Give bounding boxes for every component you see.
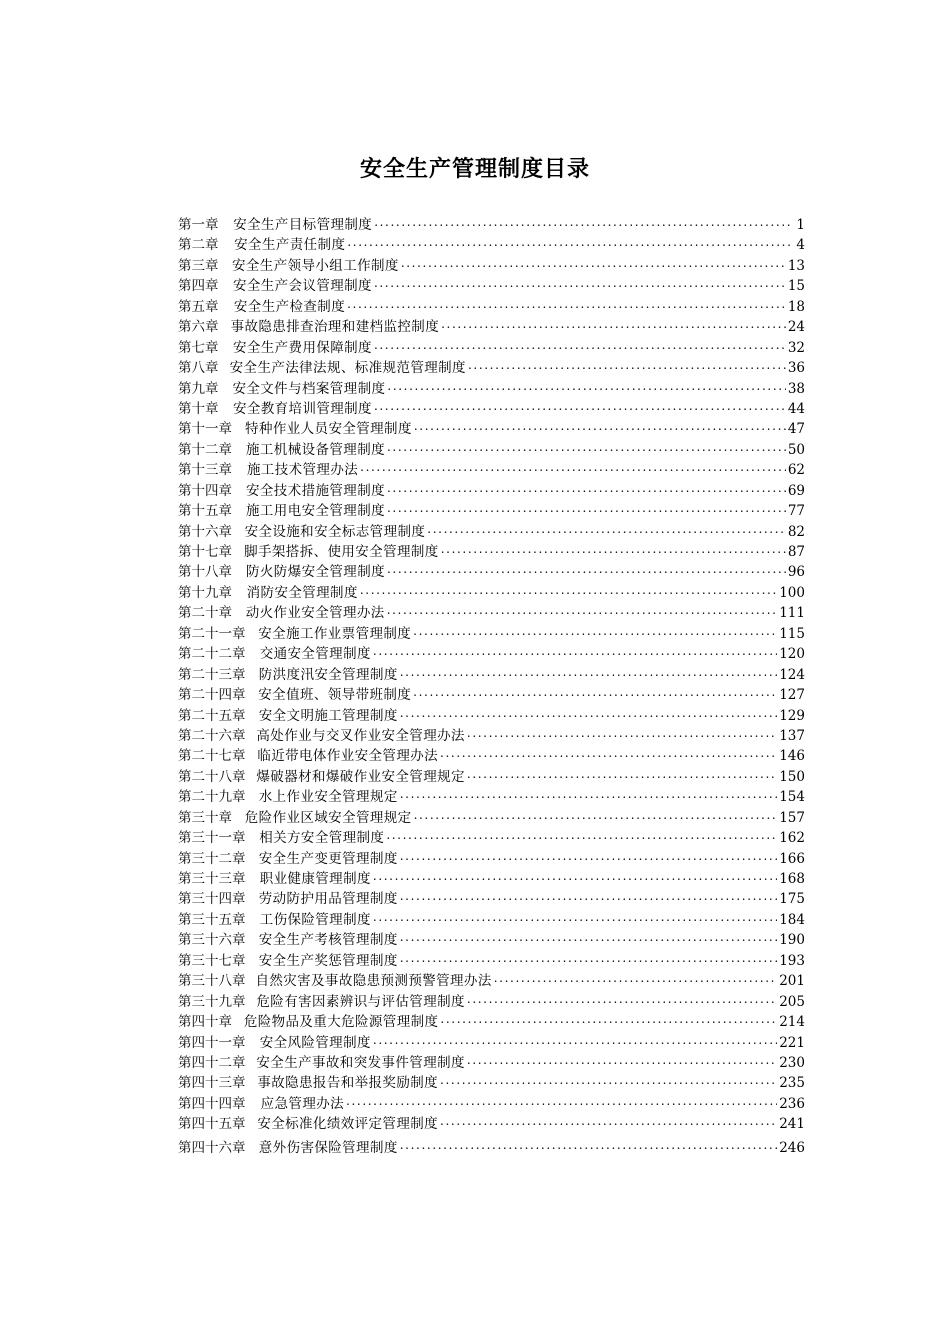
toc-dot-leader <box>414 805 778 819</box>
toc-chapter-number: 第八章 <box>178 360 219 377</box>
toc-chapter-title: 施工用电安全管理制度 <box>246 503 385 520</box>
toc-chapter-title: 安全文件与档案管理制度 <box>232 380 386 397</box>
toc-chapter-number: 第二十八章 <box>178 768 246 785</box>
toc-chapter-title: 自然灾害及事故隐患预测预警管理办法 <box>255 973 492 990</box>
toc-chapter-title: 安全生产检查制度 <box>233 298 346 315</box>
toc-dot-leader <box>440 1009 777 1023</box>
toc-dot-leader <box>413 682 777 696</box>
table-of-contents <box>178 215 805 1158</box>
toc-chapter-title: 应急管理办法 <box>260 1095 345 1112</box>
toc-dot-leader <box>387 478 786 492</box>
toc-chapter-number: 第四十五章 <box>178 1116 246 1133</box>
toc-dot-leader <box>387 498 786 512</box>
toc-page-number: 50 <box>787 441 805 458</box>
toc-page-number: 129 <box>779 707 805 724</box>
toc-dot-leader <box>400 948 777 962</box>
toc-page-number: 82 <box>787 523 805 540</box>
toc-page-number: 168 <box>779 871 805 887</box>
toc-chapter-number: 第四十三章 <box>178 1075 246 1092</box>
toc-dot-leader <box>360 580 777 594</box>
toc-page-number: 124 <box>779 666 805 683</box>
toc-dot-leader <box>373 1030 777 1044</box>
toc-page-number: 24 <box>787 319 805 336</box>
toc-chapter-title: 安全生产会议管理制度 <box>232 278 372 295</box>
toc-chapter-number: 第二十章 <box>178 605 232 622</box>
toc-chapter-number: 第一章 <box>178 217 219 233</box>
toc-chapter-title: 防火防爆安全管理制度 <box>246 564 385 581</box>
toc-chapter-title: 安全生产费用保障制度 <box>232 339 372 356</box>
toc-chapter-title: 事故隐患排查治理和建档监控制度 <box>230 319 440 336</box>
toc-page-number: 166 <box>779 850 805 867</box>
toc-page-number: 146 <box>779 748 805 765</box>
toc-dot-leader <box>467 723 777 737</box>
toc-chapter-number: 第四十一章 <box>178 1034 246 1051</box>
toc-chapter-title: 消防安全管理制度 <box>246 584 358 601</box>
toc-chapter-number: 第二十七章 <box>178 748 246 765</box>
toc-chapter-number: 第三十三章 <box>178 871 246 887</box>
toc-chapter-title: 安全设施和安全标志管理制度 <box>244 523 426 540</box>
toc-page-number: 205 <box>779 993 805 1010</box>
toc-chapter-number: 第十五章 <box>178 503 232 520</box>
toc-chapter-number: 第三十八章 <box>178 973 246 990</box>
toc-chapter-number: 第二十二章 <box>178 646 246 663</box>
toc-chapter-title: 临近带电体作业安全管理办法 <box>257 748 439 765</box>
toc-chapter-title: 安全生产奖惩管理制度 <box>258 952 398 969</box>
toc-dot-leader <box>387 559 786 573</box>
toc-dot-leader <box>400 846 777 860</box>
toc-page-number: 15 <box>787 278 805 295</box>
toc-chapter-title: 爆破器材和爆破作业安全管理规定 <box>256 768 465 785</box>
toc-chapter-title: 安全风险管理制度 <box>259 1034 371 1051</box>
toc-chapter-number: 第十章 <box>178 400 219 417</box>
toc-dot-leader <box>347 232 793 246</box>
toc-chapter-title: 职业健康管理制度 <box>259 871 371 887</box>
toc-page-number: 47 <box>787 421 805 438</box>
toc-dot-leader <box>467 989 777 1003</box>
toc-dot-leader <box>400 886 777 900</box>
toc-page-number: 127 <box>779 687 805 704</box>
toc-chapter-number: 第七章 <box>178 339 219 356</box>
toc-chapter-number: 第三十六章 <box>178 932 246 949</box>
toc-page-number: 96 <box>787 564 805 581</box>
toc-dot-leader <box>414 416 786 430</box>
toc-chapter-number: 第十八章 <box>178 564 232 581</box>
toc-chapter-number: 第六章 <box>178 319 219 336</box>
toc-dot-leader <box>427 519 786 533</box>
toc-page-number: 246 <box>779 1139 805 1156</box>
toc-dot-leader <box>374 273 786 287</box>
toc-page-number: 162 <box>779 830 805 847</box>
toc-page-number: 87 <box>787 544 805 560</box>
toc-dot-leader <box>346 1091 777 1105</box>
toc-dot-leader <box>386 825 777 839</box>
toc-chapter-number: 第三十四章 <box>178 891 246 908</box>
toc-page-number: 77 <box>787 503 805 520</box>
toc-page-number: 214 <box>779 1014 805 1031</box>
toc-chapter-number: 第二十一章 <box>178 625 246 642</box>
toc-page-number: 190 <box>779 932 805 949</box>
toc-chapter-number: 第三十一章 <box>178 830 246 847</box>
toc-page-number: 36 <box>787 360 805 377</box>
toc-page-number: 18 <box>787 298 805 315</box>
toc-chapter-title: 危险有害因素辨识与评估管理制度 <box>256 993 465 1010</box>
toc-chapter-title: 特种作业人员安全管理制度 <box>245 421 412 438</box>
toc-chapter-number: 第十三章 <box>178 462 232 479</box>
toc-chapter-number: 第十七章 <box>178 544 232 560</box>
toc-dot-leader <box>413 621 777 635</box>
toc-page-number: 115 <box>779 625 805 642</box>
toc-chapter-title: 安全技术措施管理制度 <box>246 482 385 499</box>
toc-chapter-title: 相关方安全管理制度 <box>259 830 385 847</box>
toc-dot-leader <box>347 294 786 308</box>
toc-chapter-number: 第十六章 <box>178 523 232 540</box>
toc-chapter-number: 第二十五章 <box>178 707 246 724</box>
toc-dot-leader <box>440 743 777 757</box>
toc-chapter-title: 劳动防护用品管理制度 <box>258 891 398 908</box>
toc-chapter-number: 第五章 <box>178 298 219 315</box>
toc-chapter-title: 施工技术管理办法 <box>246 462 359 479</box>
toc-chapter-title: 安全生产责任制度 <box>234 237 346 254</box>
toc-chapter-title: 安全生产法律法规、标准规范管理制度 <box>229 360 466 377</box>
toc-chapter-title: 安全生产事故和突发事件管理制度 <box>256 1054 465 1071</box>
toc-chapter-title: 安全生产考核管理制度 <box>258 932 398 949</box>
toc-chapter-number: 第三十九章 <box>178 993 246 1010</box>
toc-page-number: 137 <box>779 727 805 744</box>
toc-page-number: 44 <box>787 400 805 417</box>
toc-chapter-number: 第九章 <box>178 380 219 397</box>
toc-page-number: 1 <box>796 217 805 233</box>
toc-chapter-number: 第四十二章 <box>178 1054 246 1071</box>
toc-chapter-title: 危险物品及重大危险源管理制度 <box>243 1014 439 1031</box>
toc-chapter-title: 安全生产变更管理制度 <box>258 850 398 867</box>
toc-page-number: 230 <box>779 1054 805 1071</box>
toc-page-number: 193 <box>779 952 805 969</box>
toc-page-number: 221 <box>779 1034 805 1051</box>
toc-chapter-title: 安全施工作业票管理制度 <box>258 625 412 642</box>
toc-chapter-number: 第三十二章 <box>178 850 246 867</box>
toc-entry[interactable] <box>178 1138 805 1158</box>
toc-chapter-title: 安全生产目标管理制度 <box>233 217 373 233</box>
toc-chapter-title: 脚手架搭拆、使用安全管理制度 <box>244 544 439 560</box>
toc-chapter-title: 安全标准化绩效评定管理制度 <box>257 1116 439 1133</box>
toc-page-number: 13 <box>787 257 805 274</box>
toc-chapter-title: 高处作业与交叉作业安全管理办法 <box>256 727 465 744</box>
toc-chapter-number: 第四十六章 <box>178 1139 246 1156</box>
toc-chapter-title: 安全值班、领导带班制度 <box>258 687 412 704</box>
toc-chapter-number: 第四十章 <box>178 1014 232 1031</box>
toc-chapter-number: 第二章 <box>178 237 219 254</box>
toc-dot-leader <box>467 1050 777 1064</box>
toc-chapter-number: 第三十章 <box>178 809 232 826</box>
toc-chapter-number: 第三章 <box>178 257 219 274</box>
toc-chapter-title: 事故隐患报告和举报奖励制度 <box>257 1075 439 1092</box>
toc-page-number: 69 <box>787 482 805 499</box>
toc-dot-leader <box>387 376 785 390</box>
toc-chapter-number: 第三十五章 <box>178 911 246 928</box>
toc-dot-leader <box>400 927 777 941</box>
toc-chapter-number: 第三十七章 <box>178 952 246 969</box>
toc-chapter-title: 水上作业安全管理规定 <box>258 789 398 806</box>
toc-chapter-title: 安全文明施工管理制度 <box>258 707 398 724</box>
toc-chapter-title: 安全生产领导小组工作制度 <box>232 257 399 274</box>
toc-entry[interactable] <box>178 1114 805 1134</box>
toc-page-number: 38 <box>787 380 805 397</box>
toc-page-number: 120 <box>779 646 805 663</box>
toc-dot-leader <box>373 907 777 921</box>
toc-page-number: 32 <box>787 339 805 356</box>
toc-dot-leader <box>467 764 777 778</box>
toc-chapter-title: 安全教育培训管理制度 <box>232 400 372 417</box>
toc-dot-leader <box>401 253 786 267</box>
toc-chapter-title: 动火作业安全管理办法 <box>245 605 385 622</box>
toc-chapter-title: 防洪度汛安全管理制度 <box>258 666 398 683</box>
toc-dot-leader <box>494 968 777 982</box>
toc-chapter-number: 第十九章 <box>178 584 232 601</box>
toc-chapter-number: 第二十三章 <box>178 666 246 683</box>
page-title: 安全生产管理制度目录 <box>359 157 590 182</box>
toc-chapter-title: 危险作业区域安全管理规定 <box>244 809 412 826</box>
toc-chapter-number: 第十二章 <box>178 441 232 458</box>
toc-chapter-number: 第二十四章 <box>178 687 246 704</box>
toc-dot-leader <box>440 1070 777 1084</box>
toc-dot-leader <box>373 641 777 655</box>
toc-dot-leader <box>400 784 777 798</box>
toc-dot-leader <box>400 662 777 676</box>
toc-page-number: 150 <box>779 768 805 785</box>
toc-chapter-number: 第四章 <box>178 278 219 295</box>
toc-chapter-number: 第十一章 <box>178 421 232 438</box>
toc-dot-leader <box>441 314 786 328</box>
toc-page-number: 235 <box>779 1075 805 1092</box>
toc-chapter-title: 工伤保险管理制度 <box>259 911 371 928</box>
toc-dot-leader <box>360 457 786 471</box>
toc-dot-leader <box>373 866 777 880</box>
toc-page-number: 236 <box>779 1095 805 1112</box>
toc-page-number: 100 <box>779 584 805 601</box>
toc-dot-leader <box>387 600 778 614</box>
toc-dot-leader <box>374 212 793 226</box>
toc-dot-leader <box>400 703 777 717</box>
toc-chapter-title: 施工机械设备管理制度 <box>246 441 385 458</box>
toc-dot-leader <box>374 396 786 410</box>
toc-chapter-number: 第二十九章 <box>178 789 246 806</box>
toc-page-number: 62 <box>787 462 805 479</box>
toc-page-number: 154 <box>779 789 805 806</box>
toc-chapter-number: 第十四章 <box>178 482 232 499</box>
toc-page-number: 184 <box>779 911 805 928</box>
toc-dot-leader <box>441 539 786 553</box>
toc-dot-leader <box>440 1111 777 1125</box>
toc-dot-leader <box>400 1135 777 1149</box>
toc-page-number: 175 <box>779 891 805 908</box>
toc-chapter-number: 第四十四章 <box>178 1095 246 1112</box>
toc-page-number: 111 <box>779 605 805 622</box>
toc-page-number: 4 <box>796 237 805 254</box>
toc-page-number: 201 <box>779 973 805 990</box>
toc-chapter-title: 交通安全管理制度 <box>259 646 371 663</box>
toc-chapter-number: 第二十六章 <box>178 727 246 744</box>
toc-page-number: 157 <box>779 809 805 826</box>
toc-dot-leader <box>387 437 786 451</box>
toc-dot-leader <box>468 355 786 369</box>
toc-chapter-title: 意外伤害保险管理制度 <box>258 1139 398 1156</box>
toc-page-number: 241 <box>779 1116 805 1133</box>
toc-dot-leader <box>374 335 786 349</box>
